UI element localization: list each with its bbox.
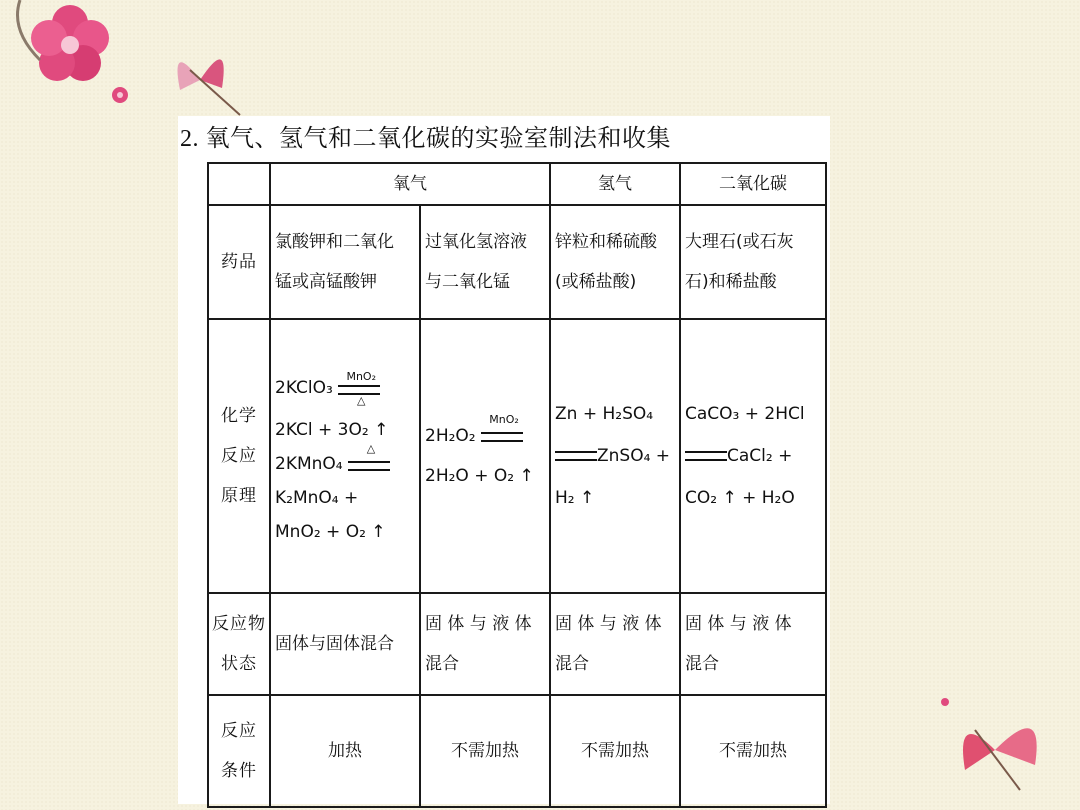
table-header-row — [208, 163, 826, 205]
cell-state-co2: 固 体 与 液 体 混合 — [680, 593, 826, 695]
cell-condition-o2-a: 加热 — [270, 695, 420, 807]
cell-drugs-o2-b: 过氧化氢溶液 与二氧化锰 — [420, 205, 550, 319]
table-row-condition — [208, 695, 826, 807]
cell-drugs-h2: 锌粒和稀硫酸 (或稀盐酸) — [550, 205, 680, 319]
butterfly-icon — [935, 690, 1055, 800]
row-label-drugs: 药品 — [208, 205, 270, 319]
cell-condition-co2: 不需加热 — [680, 695, 826, 807]
row-label-principle: 化学 反应 原理 — [208, 319, 270, 593]
table-row-principle — [208, 319, 826, 593]
cell-principle-co2: CaCO₃ + 2HCl CaCl₂ + CO₂ ↑ + H₂O — [680, 319, 826, 593]
header-hydrogen: 氢气 — [550, 163, 680, 205]
cell-state-h2: 固 体 与 液 体 混合 — [550, 593, 680, 695]
header-co2: 二氧化碳 — [680, 163, 826, 205]
row-label-condition: 反应 条件 — [208, 695, 270, 807]
cell-state-o2-a: 固体与固体混合 — [270, 593, 420, 695]
cell-principle-h2: Zn + H₂SO₄ ZnSO₄ + H₂ ↑ — [550, 319, 680, 593]
lab-preparation-table — [207, 162, 827, 808]
cell-drugs-o2-a: 氯酸钾和二氧化 锰或高锰酸钾 — [270, 205, 420, 319]
cell-condition-o2-b: 不需加热 — [420, 695, 550, 807]
table-row-drugs — [208, 205, 826, 319]
cell-condition-h2: 不需加热 — [550, 695, 680, 807]
header-blank — [208, 163, 270, 205]
cell-principle-o2-a: 2KClO₃ MnO₂ △ 2KCl + 3O₂ ↑ 2KMnO₄ △ K₂MnO₄ + MnO₂ + O₂ ↑ — [270, 319, 420, 593]
header-oxygen: 氧气 — [270, 163, 550, 205]
butterfly-icon — [150, 30, 250, 120]
table-row-state — [208, 593, 826, 695]
cell-principle-o2-b: 2H₂O₂ MnO₂ 2H₂O + O₂ ↑ — [420, 319, 550, 593]
page-title: 2. 氧气、氢气和二氧化碳的实验室制法和收集 — [180, 126, 671, 152]
cell-state-o2-b: 固 体 与 液 体 混合 — [420, 593, 550, 695]
row-label-state: 反应物 状态 — [208, 593, 270, 695]
cell-drugs-co2: 大理石(或石灰 石)和稀盐酸 — [680, 205, 826, 319]
